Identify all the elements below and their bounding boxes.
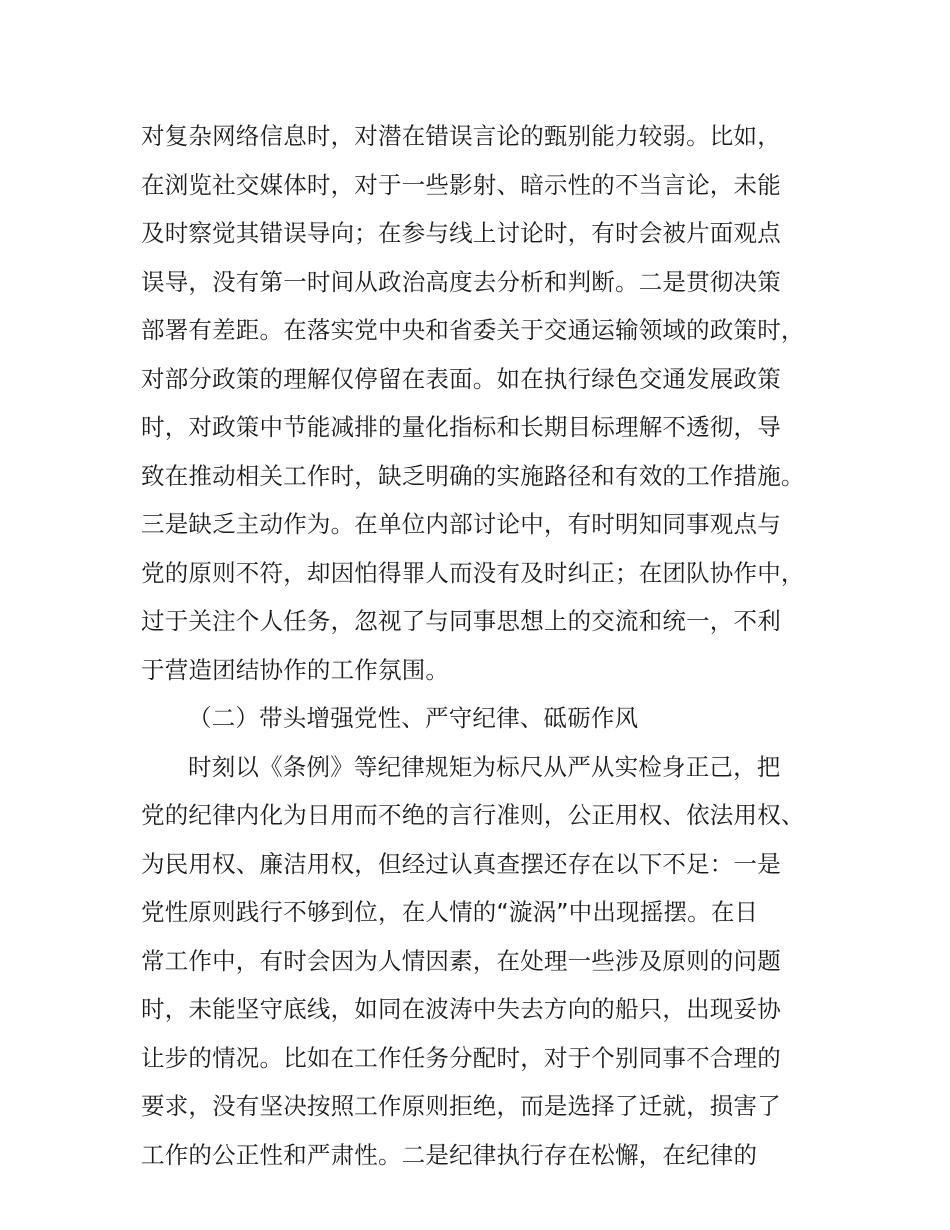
text-line: 工作的公正性和严肃性。二是纪律执行存在松懈，在纪律的 bbox=[141, 1140, 758, 1169]
text-line: 常工作中，有时会因为人情因素，在处理一些涉及原则的问题 bbox=[141, 946, 781, 975]
text-line: 对部分政策的理解仅停留在表面。如在执行绿色交通发展政策 bbox=[141, 364, 781, 393]
text-line: 致在推动相关工作时，缺乏明确的实施路径和有效的工作措施。 bbox=[141, 461, 805, 490]
text-line: 让步的情况。比如在工作任务分配时，对于个别同事不合理的 bbox=[141, 1043, 781, 1072]
text-line: 要求，没有坚决按照工作原则拒绝，而是选择了迁就，损害了 bbox=[141, 1092, 781, 1120]
text-line: 时刻以《条例》等纪律规矩为标尺从严从实检身正己，把 bbox=[188, 752, 781, 781]
text-line: 于营造团结协作的工作氛围。 bbox=[141, 655, 450, 684]
text-line: 及时察觉其错误导向；在参与线上讨论时，有时会被片面观点 bbox=[141, 219, 781, 247]
text-line: 三是缺乏主动作为。在单位内部讨论中，有时明知同事观点与 bbox=[141, 510, 781, 538]
text-line: 党的纪律内化为日用而不绝的言行准则，公正用权、依法用权、 bbox=[141, 801, 805, 829]
text-line: 误导，没有第一时间从政治高度去分析和判断。二是贯彻决策 bbox=[141, 267, 781, 296]
text-line: 对复杂网络信息时，对潜在错误言论的甄别能力较弱。比如， bbox=[141, 122, 781, 150]
section-heading: （二）带头增强党性、严守纪律、砥砺作风 bbox=[188, 704, 639, 732]
text-line: 过于关注个人任务，忽视了与同事思想上的交流和统一，不利 bbox=[141, 607, 781, 635]
text-line: 党的原则不符，却因怕得罪人而没有及时纠正；在团队协作中， bbox=[141, 558, 805, 587]
text-line: 部署有差距。在落实党中央和省委关于交通运输领域的政策时， bbox=[141, 316, 805, 344]
text-line: 时，未能坚守底线，如同在波涛中失去方向的船只，出现妥协 bbox=[141, 995, 781, 1023]
text-line: 在浏览社交媒体时，对于一些影射、暗示性的不当言论，未能 bbox=[141, 170, 781, 199]
text-line: 党性原则践行不够到位，在人情的“漩涡”中出现摇摆。在日 bbox=[141, 898, 759, 926]
body-text bbox=[141, 112, 841, 1179]
text-line: 为民用权、廉洁用权，但经过认真查摆还存在以下不足：一是 bbox=[141, 849, 781, 878]
text-line: 时，对政策中节能减排的量化指标和长期目标理解不透彻，导 bbox=[141, 413, 781, 441]
